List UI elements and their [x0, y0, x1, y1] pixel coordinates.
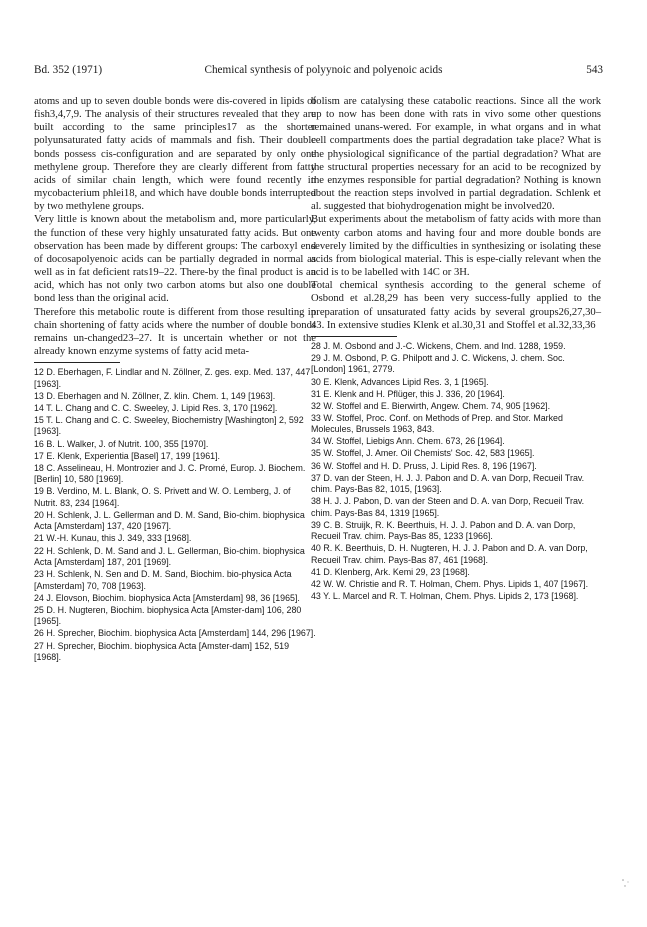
- reference-item: 35 W. Stoffel, J. Amer. Oil Chemists' Soc. 42, 583 [1965].: [311, 448, 535, 459]
- paragraph: But experiments about the metabolism of fatty acids with more than twenty carbon atoms and having four and more double bonds are severely limited by the difficulties in synthesizing or isolating these acids from biological material. This is espe-cially relevant when the acid is to be labelled with 14C or 3H.: [311, 214, 601, 279]
- reference-item: 39 C. B. Struijk, R. K. Beerthuis, H. J. J. Pabon and D. A. van Dorp, Recueil Trav. chim. Pays-Bas 85, 1233 [1966].: [311, 519, 576, 542]
- page-number: 543: [586, 64, 603, 76]
- reference-item: 36 W. Stoffel and H. D. Pruss, J. Lipid Res. 8, 196 [1967].: [311, 460, 537, 471]
- reference-item: 30 E. Klenk, Advances Lipid Res. 3, 1 [1965].: [311, 376, 489, 387]
- reference-item: 25 D. H. Nugteren, Biochim. biophysica Acta [Amster-dam] 106, 280 [1965].: [34, 604, 302, 627]
- left-reference-list: [34, 367, 316, 663]
- left-column: [34, 95, 316, 664]
- reference-item: 13 D. Eberhagen and N. Zöllner, Z. klin. Chem. 1, 149 [1963].: [34, 390, 276, 401]
- reference-item: 29 J. M. Osbond, P. G. Philpott and J. C. Wickens, J. chem. Soc. [London] 1961, 2779.: [311, 352, 565, 375]
- reference-item: 19 B. Verdino, M. L. Blank, O. S. Privett and W. O. Lemberg, J. of Nutrit. 83, 234 [1964].: [34, 486, 291, 508]
- paragraph: Therefore this metabolic route is different from those resulting in chain shortening of fatty acids where the number of double bonds remains un-changed23–27. It is uncertain whether or not the already known enzyme systems of fatty acid meta-: [34, 306, 316, 357]
- reference-item: 34 W. Stoffel, Liebigs Ann. Chem. 673, 26 [1964].: [311, 436, 505, 447]
- running-header: [34, 62, 613, 78]
- paragraph: bolism are catalysing these catabolic reactions. Since all the work up to now has been done with rats in vivo some other questions remained unans-wered. For example, in what organs and in what cell compartments does the partial degradation take place? What is the physiological significance of the partial degradation? What are the structural properties necessary for an acid to be recognized by the enzymes responsible for partial degradation? Nothing is known about the reaction steps involved in partial degradation. Schlenk et al. suggested that biohydrogenation might be involved20.: [311, 96, 601, 213]
- reference-item: 28 J. M. Osbond and J.-C. Wickens, Chem. and Ind. 1288, 1959.: [311, 340, 566, 351]
- reference-item: 24 J. Elovson, Biochim. biophysica Acta [Amsterdam] 98, 36 [1965].: [34, 592, 300, 603]
- left-body-text: [34, 95, 316, 358]
- reference-item: 16 B. L. Walker, J. of Nutrit. 100, 355 [1970].: [34, 438, 209, 449]
- reference-item: 31 E. Klenk and H. Pflüger, this J. 336, 20 [1964].: [311, 388, 505, 399]
- reference-item: 33 W. Stoffel, Proc. Conf. on Methods of Prep. and Stor. Marked Molecules, Brussels 1963, 843.: [311, 412, 563, 435]
- paragraph: atoms and up to seven double bonds were dis-covered in lipids of fish3,4,7,9. The analysis of their structures revealed that they are built according to the same principles17 as the shorter polyunsaturated fatty acids of mammals and fish. Their double bonds possess cis-configuration and are separated by only one methylene group. Therefore they are clearly different from fatty acids of similar chain length, which were found recently in mycobacterium phlei18, and which have double bonds interrupted by two methylene groups.: [34, 96, 316, 213]
- volume-year: Bd. 352 (1971): [34, 64, 103, 76]
- reference-item: 32 W. Stoffel and E. Bierwirth, Angew. Chem. 74, 905 [1962].: [311, 400, 551, 411]
- paragraph: Total chemical synthesis according to the general scheme of Osbond et al.28,29 has been very success-fully applied to the preparation of unsaturated fatty acids by several groups26,27,30–43. In extensive studies Klenk et al.30,31 and Stoffel et al.32,33,36: [311, 280, 601, 331]
- footnote-rule: [311, 336, 397, 337]
- reference-item: 42 W. W. Christie and R. T. Holman, Chem. Phys. Lipids 1, 407 [1967].: [311, 579, 589, 590]
- footnote-rule: [34, 362, 120, 363]
- reference-item: 12 D. Eberhagen, F. Lindlar and N. Zöllner, Z. ges. exp. Med. 137, 447 [1963].: [34, 367, 311, 389]
- reference-item: 20 H. Schlenk, J. L. Gellerman and D. M. Sand, Bio-chim. biophysica Acta [Amsterdam] 137, 420 [1967].: [34, 509, 305, 532]
- reference-item: 17 E. Klenk, Experientia [Basel] 17, 199 [1961].: [34, 450, 221, 461]
- reference-item: 21 W.-H. Kunau, this J. 349, 333 [1968].: [34, 533, 192, 544]
- paragraph: Very little is known about the metabolism and, more particularly, the function of these very highly unsaturated fatty acids. But one observation has been made by different groups: The carboxyl end of docosapolyenoic acids can be partially degraded in normal as well as in fat deficient rats19–22. There-by the final product is an acid, which has not only two carbon atoms but also one double bond less than the original acid.: [34, 214, 316, 305]
- scan-speck-mark: [620, 878, 632, 888]
- reference-item: 23 H. Schlenk, N. Sen and D. M. Sand, Biochim. bio-physica Acta [Amsterdam] 70, 708 [1963].: [34, 569, 292, 591]
- reference-item: 40 R. K. Beerthuis, D. H. Nugteren, H. J. J. Pabon and D. A. van Dorp, Recueil Trav. chim. Pays-Bas 87, 461 [1968].: [311, 543, 588, 565]
- right-column: [311, 95, 601, 603]
- reference-item: 27 H. Sprecher, Biochim. biophysica Acta [Amster-dam] 152, 519 [1968].: [34, 640, 290, 663]
- right-reference-list: [311, 341, 601, 603]
- reference-item: 41 D. Klenberg, Ark. Kemi 29, 23 [1968].: [311, 567, 470, 578]
- reference-item: 14 T. L. Chang and C. C. Sweeley, J. Lipid Res. 3, 170 [1962].: [34, 402, 278, 413]
- running-title: Chemical synthesis of polyynoic and polyenoic acids: [204, 64, 443, 76]
- reference-item: 22 H. Schlenk, D. M. Sand and J. L. Gellerman, Bio-chim. biophysica Acta [Amsterdam] 187, 201 [1969].: [34, 545, 305, 568]
- reference-item: 37 D. van der Steen, H. J. J. Pabon and D. A. van Dorp, Recueil Trav. chim. Pays-Bas 82, 1015, [1963].: [311, 472, 585, 495]
- reference-item: 15 T. L. Chang and C. C. Sweeley, Biochemistry [Washington] 2, 592 [1963].: [34, 414, 304, 437]
- right-body-text: [311, 95, 601, 332]
- speck-icon: [620, 878, 632, 888]
- reference-item: 38 H. J. J. Pabon, D. van der Steen and D. A. van Dorp, Recueil Trav. chim. Pays-Bas 84, 1319 [1965].: [311, 496, 585, 518]
- reference-item: 26 H. Sprecher, Biochim. biophysica Acta [Amsterdam] 144, 296 [1967].: [34, 628, 316, 639]
- reference-item: 43 Y. L. Marcel and R. T. Holman, Chem. Phys. Lipids 2, 173 [1968].: [311, 591, 579, 602]
- reference-item: 18 C. Asselineau, H. Montrozier and J. C. Promé, Europ. J. Biochem. [Berlin] 10, 580 [1969].: [34, 462, 306, 485]
